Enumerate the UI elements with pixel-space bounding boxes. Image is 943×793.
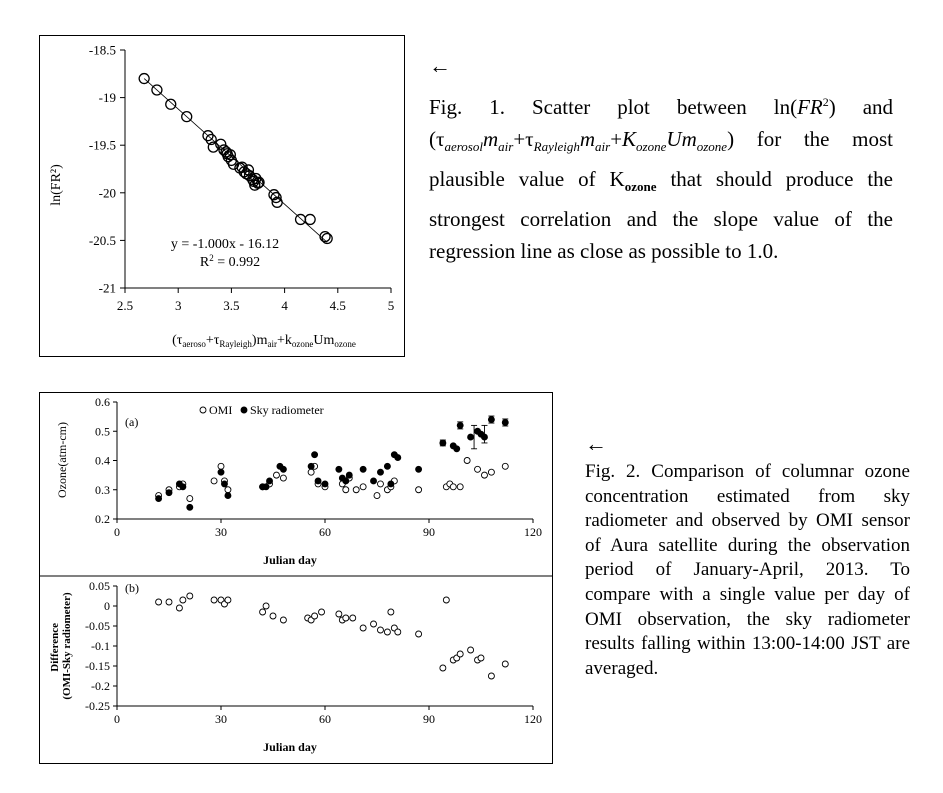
fig2b-difference-point (187, 593, 193, 599)
fig2a-sky-radiometer-point (343, 478, 349, 484)
fig1-y-tick-label: -20.5 (88, 232, 116, 248)
fig2a-y-tick-label: 0.5 (95, 424, 110, 439)
fig2b-difference-point (457, 651, 463, 657)
fig2b-difference-point (180, 597, 186, 603)
fig1-y-tick-label: -19 (98, 90, 116, 106)
fig2a-sky-radiometer-point (468, 434, 474, 440)
fig2b-difference-point (280, 617, 286, 623)
fig1-y-tick-label: -19.5 (88, 137, 116, 153)
fig2a-sky-radiometer-point (416, 466, 422, 472)
fig2b-y-tick-label: 0 (104, 599, 110, 613)
fig2b-panel-label: (b) (125, 581, 139, 595)
fig2a-omi-point (464, 458, 470, 464)
fig2b-y-tick-label: -0.15 (85, 659, 110, 673)
fig2a-sky-radiometer-point (388, 481, 394, 487)
fig2a-omi-point (360, 484, 366, 490)
fig2b-difference-point (468, 647, 474, 653)
fig2a-ylabel: Ozone(atm-cm) (55, 422, 69, 498)
fig2b-difference-point (350, 615, 356, 621)
fig1-x-tick-label: 4.5 (329, 298, 346, 313)
fig2b-x-tick-label: 60 (319, 712, 331, 726)
fig2a-sky-radiometer-point (360, 466, 366, 472)
fig2a-sky-radiometer-point (481, 434, 487, 440)
fig2a-legend-sky-marker (241, 407, 247, 413)
fig2a-omi-point (343, 487, 349, 493)
fig2a-sky-radiometer-point (377, 469, 383, 475)
fig2b-y-tick-label: -0.2 (91, 679, 110, 693)
fig1-x-tick-label: 5 (387, 298, 395, 313)
fig2b-difference-point (312, 613, 318, 619)
fig2a-panel-label: (a) (125, 415, 139, 429)
fig2b-difference-point (395, 629, 401, 635)
fig1-ylabel-text: ln(FR²) (49, 164, 64, 206)
fig2a-sky-radiometer-point (263, 484, 269, 490)
fig2a-x-tick-label: 60 (319, 525, 331, 539)
fig2b-difference-point (443, 597, 449, 603)
fig2a-sky-radiometer-point (225, 493, 231, 499)
fig2a-legend-omi-marker (200, 407, 206, 413)
fig2a-y-tick-label: 0.2 (95, 512, 110, 526)
fig2b-y-tick-label: -0.25 (85, 699, 110, 713)
fig2a-sky-radiometer-point (267, 478, 273, 484)
fig2a-sky-radiometer-point (336, 466, 342, 472)
fig2b-y-tick-label: 0.05 (89, 579, 110, 593)
fig2b-difference-point (270, 613, 276, 619)
fig2a-sky-radiometer-point (457, 422, 463, 428)
fig2a-x-tick-label: 30 (215, 525, 227, 539)
fig1-x-tick-label: 4 (281, 298, 288, 313)
fig1-x-tick-label: 3 (174, 298, 182, 313)
fig2b-x-tick-label: 90 (423, 712, 435, 726)
fig2a-sky-radiometer-point (384, 463, 390, 469)
fig2b-difference-point (440, 665, 446, 671)
fig2a-omi-point (211, 478, 217, 484)
fig2a-x-tick-label: 90 (423, 525, 435, 539)
fig2b-difference-point (416, 631, 422, 637)
fig2a-legend-sky-label: Sky radiometer (250, 403, 324, 417)
fig2a-sky-radiometer-point (280, 466, 286, 472)
fig2a-sky-radiometer-point (502, 419, 508, 425)
fig2a-omi-point (377, 481, 383, 487)
fig2b-difference-point (502, 661, 508, 667)
fig2b-difference-point (384, 629, 390, 635)
fig2a-legend-omi-label: OMI (209, 403, 233, 417)
fig2b-x-tick-label: 30 (215, 712, 227, 726)
fig2a-sky-radiometer-point (156, 496, 162, 502)
fig2b-difference-point (360, 625, 366, 631)
fig1-r2: $R^2 = 0.992$ (199, 253, 261, 270)
fig2a-omi-point (450, 484, 456, 490)
fig2b-ylabel (49, 592, 73, 700)
fig2b-difference-point (263, 603, 269, 609)
fig2b-x-tick-label: 0 (114, 712, 120, 726)
fig2a-sky-radiometer-point (312, 452, 318, 458)
fig2b-difference-point (478, 655, 484, 661)
fig2a-x-tick-label: 120 (524, 525, 542, 539)
fig2a-omi-point (187, 496, 193, 502)
fig2b-difference-point (319, 609, 325, 615)
fig2b-difference-point (388, 609, 394, 615)
arrow-left-icon-2: ← (585, 431, 607, 456)
fig2a-sky-radiometer-point (371, 478, 377, 484)
fig2b-ylabel-line2: (OMI-Sky radiometer) (61, 592, 73, 700)
fig2a-xlabel: Julian day (263, 553, 317, 567)
fig2a-omi-point (374, 493, 380, 499)
fig2a-sky-radiometer-point (166, 490, 172, 496)
fig2a-sky-radiometer-point (346, 472, 352, 478)
fig2b-difference-point (156, 599, 162, 605)
fig2a-omi-point (502, 463, 508, 469)
fig2a-omi-point (457, 484, 463, 490)
fig2a-sky-radiometer-point (488, 417, 494, 423)
fig2a-sky-radiometer-point (322, 481, 328, 487)
fig2a-y-tick-label: 0.3 (95, 482, 110, 497)
fig2b-difference-point (343, 615, 349, 621)
fig2a-omi-point (225, 487, 231, 493)
fig2a-omi-point (481, 472, 487, 478)
fig2b-difference-point (211, 597, 217, 603)
fig2a-y-tick-label: 0.6 (95, 395, 110, 409)
fig1-xlabel: $(\tau_{aeroso}+\tau_{Rayleigh})m_{air}+k_{ozone}Um_{ozone}$ (172, 333, 356, 349)
fig1-y-tick-label: -20 (98, 185, 116, 201)
figure-1-caption: Fig. 1. Scatter plot between $\ln(FR^2)$ and $(\tau_{aerosol}m_{air}+\tau_{Rayleigh}m_{air}+K_{ozone}Um_{ozone})$ for the most plausible value of $K_{ozone}$ that should produce the strongest correlation and the slope value of the regression line as close as possible to 1.0. (429, 95, 894, 264)
fig2b-difference-point (336, 611, 342, 617)
fig2a-sky-radiometer-point (454, 446, 460, 452)
fig2a-sky-radiometer-point (218, 469, 224, 475)
fig2b-difference-point (260, 609, 266, 615)
fig2b-difference-point (488, 673, 494, 679)
fig2a-y-tick-label: 0.4 (95, 453, 110, 468)
fig2a-sky-radiometer-point (221, 481, 227, 487)
fig2a-sky-radiometer-point (187, 504, 193, 510)
fig2a-sky-radiometer-point (395, 455, 401, 461)
fig2a-omi-point (273, 472, 279, 478)
fig2a-sky-radiometer-point (180, 484, 186, 490)
arrow-left-icon: ← (429, 53, 451, 78)
fig2b-y-tick-label: -0.1 (91, 639, 110, 653)
fig2b-ylabel-line1: Difference (49, 623, 61, 672)
fig2a-sky-radiometer-point (315, 478, 321, 484)
fig1-x-tick-label: 3.5 (223, 298, 240, 313)
fig2a-sky-radiometer-point (440, 440, 446, 446)
fig2a-legend (200, 403, 324, 417)
fig2a-omi-point (475, 466, 481, 472)
fig2b-xlabel: Julian day (263, 740, 317, 754)
fig2a-x-tick-label: 0 (114, 525, 120, 539)
fig2a-omi-point (280, 475, 286, 481)
fig2a-omi-point (416, 487, 422, 493)
fig2b-difference-point (225, 597, 231, 603)
fig2a-omi-point (218, 463, 224, 469)
fig1-equation: y = -1.000x - 16.12 (170, 237, 280, 252)
figure-2-caption: Fig. 2. Comparison of columnar ozone concentration estimated from sky radiometer and observed by OMI sensor of Aura satellite during the observation period of January-April, 2013. To compare with a single value per day of OMI observation, the sky radiometer results falling within 13:00-14:00 JST are averaged. (585, 461, 910, 679)
fig2b-difference-point (377, 627, 383, 633)
fig2a-omi-point (488, 469, 494, 475)
fig1-y-tick-label: -21 (98, 280, 116, 296)
fig2b-y-tick-label: -0.05 (85, 619, 110, 633)
fig2b-difference-point (176, 605, 182, 611)
fig2b-difference-point (166, 599, 172, 605)
fig2a-sky-radiometer-point (308, 463, 314, 469)
fig1-x-tick-label: 2.5 (116, 298, 134, 313)
fig2a-omi-point (308, 469, 314, 475)
fig2a-omi-point (353, 487, 359, 493)
fig2b-difference-point (371, 621, 377, 627)
fig1-y-tick-label: -18.5 (88, 42, 116, 58)
fig2b-x-tick-label: 120 (524, 712, 542, 726)
